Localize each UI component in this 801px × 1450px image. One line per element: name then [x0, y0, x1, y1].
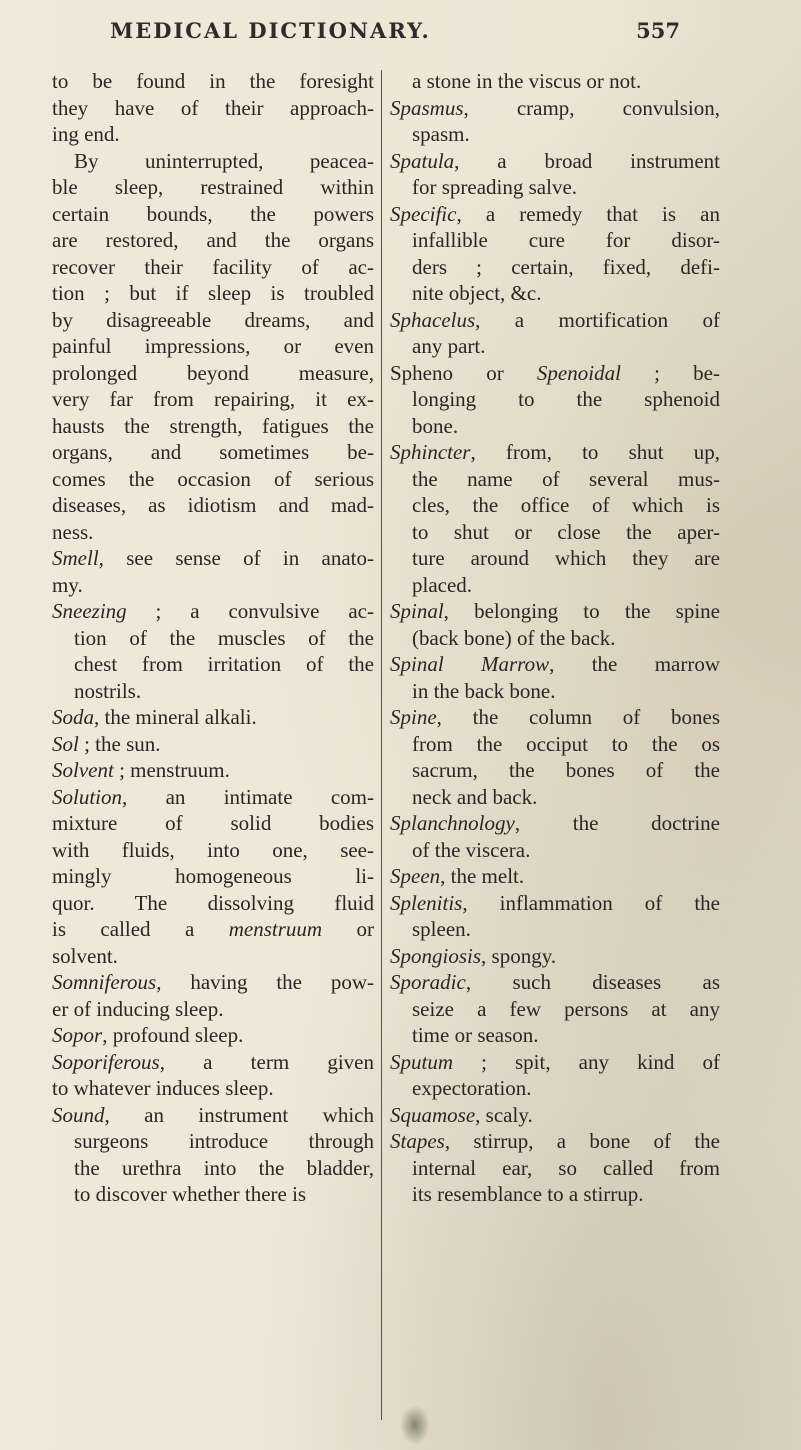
text-line: ture around which they are	[412, 546, 720, 570]
text-line: Sound, an instrument which	[52, 1102, 374, 1127]
text-line: Spasmus, cramp, convulsion,	[390, 95, 720, 120]
text-line: ders ; certain, fixed, defi-	[412, 254, 720, 279]
text-line: Spheno or Spenoidal ; be-	[390, 360, 720, 385]
text-line: Sneezing ; a convulsive ac-	[52, 599, 374, 623]
left-column	[52, 68, 374, 1208]
text-line: Somniferous, having the pow-	[52, 970, 374, 994]
text-line: Smell, see sense of in anato-	[52, 546, 374, 570]
text-line: Spatula, a broad instrument	[390, 148, 720, 173]
text-line: chest from irritation of the	[74, 652, 374, 676]
text-line: Splenitis, inflammation of the	[390, 890, 720, 915]
text-line: Sphacelus, a mortification of	[390, 307, 720, 332]
text-line: diseases, as idiotism and mad-	[52, 493, 374, 517]
text-line: very far from repairing, it ex-	[52, 387, 374, 411]
text-line: Spine, the column of bones	[390, 705, 720, 729]
text-line: Sputum ; spit, any kind of	[390, 1049, 720, 1074]
ink-smudge	[400, 1405, 430, 1445]
text-line: with fluids, into one, see-	[52, 837, 374, 862]
text-line: solvent.	[52, 943, 118, 968]
text-line: any part.	[412, 334, 486, 358]
text-line: longing to the sphenoid	[412, 387, 720, 411]
text-line: Splanchnology, the doctrine	[390, 811, 720, 835]
text-line: ness.	[52, 519, 94, 544]
text-line: infallible cure for disor-	[412, 228, 720, 252]
text-line: nite object, &c.	[412, 281, 542, 305]
text-line: bone.	[412, 413, 459, 438]
text-line: Solvent ; menstruum.	[52, 758, 230, 782]
text-line: neck and back.	[412, 784, 538, 809]
text-line: prolonged beyond measure,	[52, 360, 374, 385]
text-line: nostrils.	[74, 678, 142, 703]
text-line: tion of the muscles of the	[74, 625, 374, 650]
text-line: the urethra into the bladder,	[74, 1155, 374, 1180]
text-line: ble sleep, restrained within	[52, 175, 374, 199]
text-line: to be found in the foresight	[52, 69, 374, 93]
text-line: ing end.	[52, 122, 120, 146]
text-line: sacrum, the bones of the	[412, 758, 720, 782]
text-line: Sopor, profound sleep.	[52, 1023, 244, 1047]
text-line: hausts the strength, fatigues the	[52, 413, 374, 438]
text-line: Spinal Marrow, the marrow	[390, 652, 721, 676]
text-line: expectoration.	[412, 1076, 532, 1100]
text-line: is called a menstruum or	[52, 917, 374, 941]
column-divider	[381, 70, 382, 1420]
text-line: time or season.	[412, 1023, 539, 1047]
text-line: to whatever induces sleep.	[52, 1076, 274, 1100]
text-line: certain bounds, the powers	[52, 201, 374, 226]
text-line: are restored, and the organs	[52, 228, 374, 252]
text-line: mingly homogeneous li-	[52, 864, 374, 888]
text-line: Sol ; the sun.	[52, 731, 161, 756]
text-line: By uninterrupted, peacea-	[74, 148, 374, 173]
text-line: a stone in the viscus or not.	[412, 69, 642, 93]
text-line: for spreading salve.	[412, 175, 578, 199]
text-line: tion ; but if sleep is troubled	[52, 281, 374, 305]
text-line: to discover whether there is	[74, 1182, 307, 1206]
text-line: quor. The dissolving fluid	[52, 890, 374, 915]
text-line: mixture of solid bodies	[52, 811, 374, 835]
text-line: Stapes, stirrup, a bone of the	[390, 1129, 720, 1153]
text-line: (back bone) of the back.	[412, 625, 616, 650]
text-line: they have of their approach-	[52, 95, 374, 120]
text-line: Soda, the mineral alkali.	[52, 705, 257, 729]
text-line: its resemblance to a stirrup.	[412, 1182, 644, 1206]
text-line: cles, the office of which is	[412, 493, 720, 517]
text-line: Specific, a remedy that is an	[390, 201, 720, 226]
text-line: seize a few persons at any	[412, 996, 720, 1021]
text-line: my.	[52, 572, 83, 597]
text-line: spleen.	[412, 917, 471, 941]
text-line: Spongiosis, spongy.	[390, 943, 557, 968]
text-line: Solution, an intimate com-	[52, 784, 374, 809]
text-line: by disagreeable dreams, and	[52, 307, 374, 332]
running-title: MEDICAL DICTIONARY.	[110, 18, 431, 43]
text-line: Spinal, belonging to the spine	[390, 599, 720, 623]
text-line: spasm.	[412, 122, 470, 146]
text-line: recover their facility of ac-	[52, 254, 374, 279]
text-line: from the occiput to the os	[412, 731, 720, 756]
text-line: Squamose, scaly.	[390, 1102, 533, 1127]
text-line: Sporadic, such diseases as	[390, 970, 720, 994]
text-line: comes the occasion of serious	[52, 466, 374, 491]
text-line: er of inducing sleep.	[52, 996, 224, 1021]
text-line: Sphincter, from, to shut up,	[390, 440, 720, 464]
right-column	[390, 68, 720, 1208]
text-line: internal ear, so called from	[412, 1155, 720, 1180]
text-line: placed.	[412, 572, 473, 597]
page-header	[110, 18, 680, 52]
text-line: Speen, the melt.	[390, 864, 525, 888]
page-number: 557	[636, 18, 680, 43]
text-line: Soporiferous, a term given	[52, 1049, 374, 1074]
text-line: to shut or close the aper-	[412, 519, 720, 544]
text-line: painful impressions, or even	[52, 334, 374, 358]
text-line: organs, and sometimes be-	[52, 440, 374, 464]
text-line: in the back bone.	[412, 678, 556, 703]
text-line: surgeons introduce through	[74, 1129, 374, 1153]
text-line: the name of several mus-	[412, 466, 720, 491]
text-line: of the viscera.	[412, 837, 531, 862]
